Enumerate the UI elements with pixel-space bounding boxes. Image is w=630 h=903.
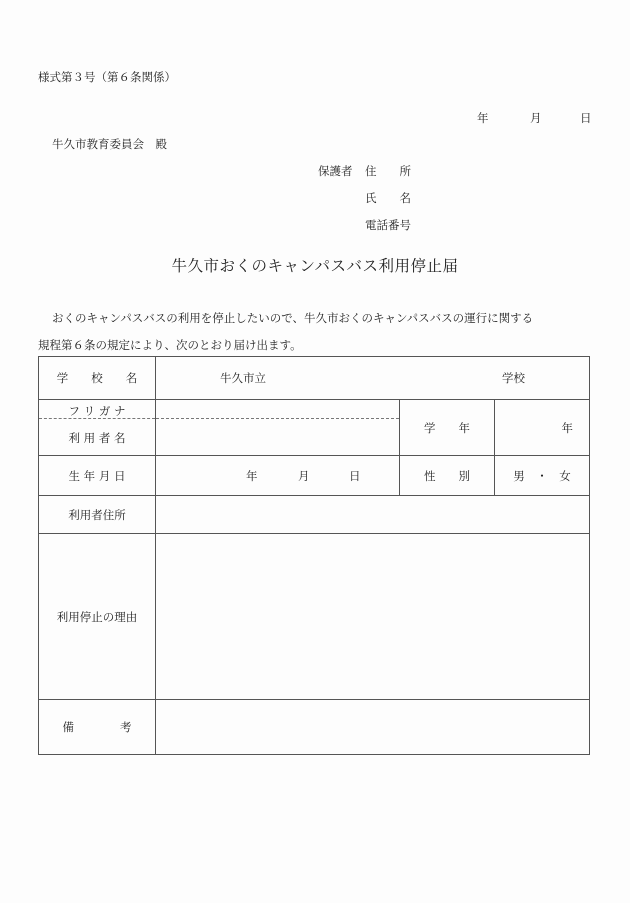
birth-date-field[interactable] [156,456,400,496]
guardian-prefix: 保護者 [318,164,353,178]
guardian-phone-label: 電話番号 [365,218,411,232]
date-month-label: 月 [530,111,542,125]
body-text-line1: おくのキャンパスバスの利用を停止したいので、牛久市おくのキャンパスバスの運行に関する [52,311,534,325]
sex-options[interactable]: 男 ・ 女 [495,456,590,496]
addressee: 牛久市教育委員会 殿 [52,137,167,151]
form-title: 牛久市おくのキャンパスバス利用停止届 [171,257,459,275]
furigana-divider [39,418,155,419]
address-row [39,496,590,534]
school-prefix: 牛久市立 [220,371,266,385]
grade-field[interactable] [495,400,590,456]
stop-reason-label: 利用停止の理由 [39,534,156,700]
furigana-label: フ リ ガ ナ [68,404,126,418]
name-label-cell [39,400,156,456]
body-text-line2: 規程第６条の規定により、次のとおり届け出ます。 [38,338,302,352]
birth-date-label: 生 年 月 日 [39,456,156,496]
date-day-label: 日 [580,111,592,125]
school-name-label: 学 校 名 [39,357,156,400]
application-table [38,356,590,755]
guardian-name-label: 氏 名 [365,191,411,205]
reason-row [39,534,590,700]
birth-day-label: 日 [349,469,361,483]
stop-reason-field[interactable] [156,534,590,700]
user-name-field[interactable] [156,400,400,456]
remarks-row [39,700,590,755]
name-row [39,400,590,456]
remarks-label: 備 考 [39,700,156,755]
furigana-field-divider [156,418,399,419]
user-address-label: 利用者住所 [39,496,156,534]
guardian-address-label: 住 所 [365,164,411,178]
school-suffix: 学校 [502,371,525,385]
grade-label: 学 年 [400,400,495,456]
birth-month-label: 月 [298,469,310,483]
remarks-field[interactable] [156,700,590,755]
user-address-field[interactable] [156,496,590,534]
date-year-label: 年 [477,111,489,125]
school-name-field[interactable] [156,357,590,400]
grade-suffix: 年 [561,421,574,435]
school-row [39,357,590,400]
user-name-label: 利 用 者 名 [68,431,126,445]
form-number: 様式第３号（第６条関係） [38,70,176,84]
birth-row [39,456,590,496]
birth-year-label: 年 [246,469,258,483]
sex-label: 性 別 [400,456,495,496]
